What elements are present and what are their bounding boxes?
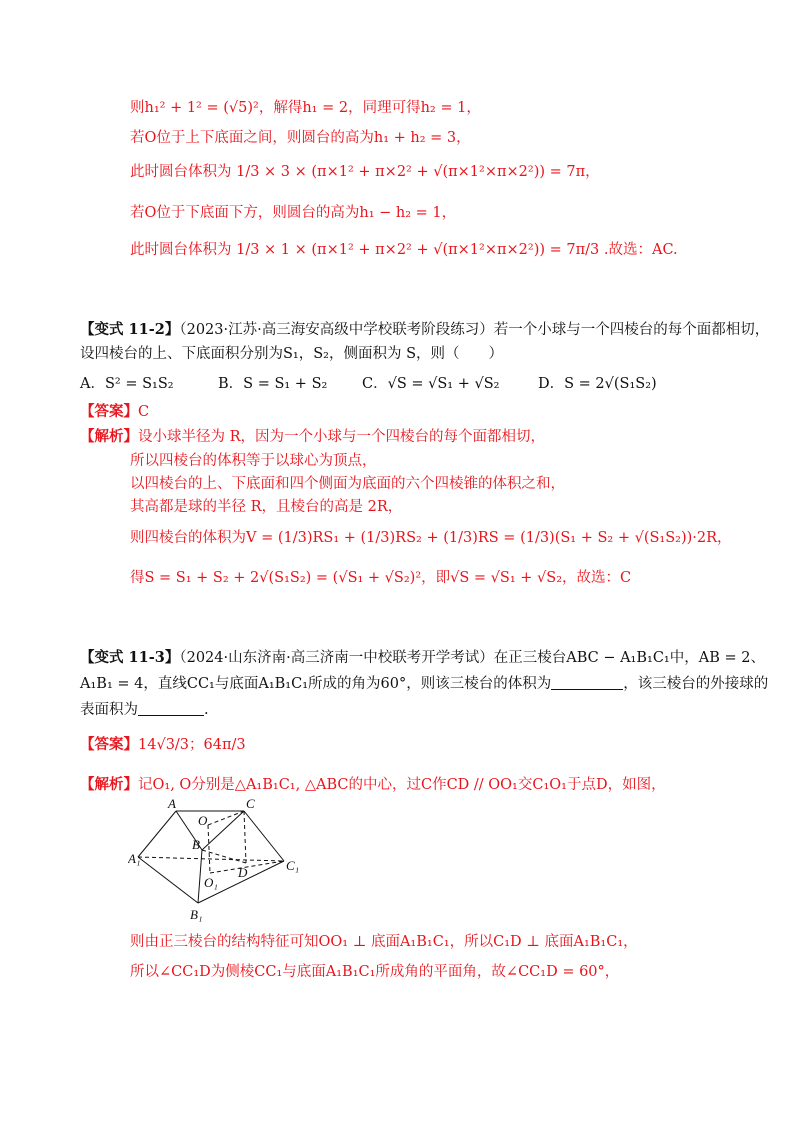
answer-11-2 [80,402,149,422]
answer-value-2: 64π/3 [203,737,246,753]
label-O1: O₁ [204,875,218,890]
edge-A1B1 [138,857,198,903]
answer-tag: 【答案】 [80,403,138,420]
stem-text: A₁B₁ = 4，直线CC₁与底面A₁B₁C₁所成的角为60°，则该三棱台的体积为 [80,676,552,692]
label-D: D [238,865,248,880]
solution-line-5: 此时圆台体积为 1/3 × 1 × (π×1² + π×2² + √(π×1²×π×2²)) = 7π/3 .故选：AC. [130,242,678,258]
answer-value: C [138,404,150,420]
analysis-11-2-line-1 [80,427,545,447]
label-A: A [168,796,176,811]
problem-source: （2024·山东济南·高三济南一中校联考开学考试） [179,650,494,666]
analysis-11-2-line-6: 得S = S₁ + S₂ + 2√(S₁S₂) = (√S₁ + √S₂)²，即√S = √S₁ + √S₂，故选：C [130,570,632,586]
problem-11-3-stem-3: 表面积为 . [80,702,209,718]
option-c: C．√S = √S₁ + √S₂ [362,376,500,392]
edge-A1C1 [138,857,284,861]
problem-11-3-stem-2 [80,674,768,694]
answer-value-1: 14√3/3 [138,737,190,753]
problem-11-3-header [80,648,765,668]
stem-text: ，该三棱台的外接球的 [623,676,769,692]
problem-stem: 若一个小球与一个四棱台的每个面都相切， [493,322,770,338]
edge-CC1 [244,811,284,861]
option-b: B．S = S₁ + S₂ [218,376,328,392]
label-C1: C₁ [286,858,300,873]
analysis-text: 记O₁, O分别是△A₁B₁C₁, △ABC的中心，过C作CD // OO₁交C₁O₁于点D，如图， [138,777,666,793]
analysis-11-2-line-2: 所以四棱台的体积等于以球心为顶点， [130,453,377,469]
label-A1: A₁ [128,851,141,866]
frustum-figure [128,795,318,930]
analysis-11-3-line-2: 则由正三棱台的结构特征可知OO₁ ⊥ 底面A₁B₁C₁，所以C₁D ⊥ 底面A₁B₁C₁， [130,934,638,950]
seg-BD [202,850,246,863]
solution-line-4: 若O位于下底面下方，则圆台的高为h₁ − h₂ = 1， [130,205,457,221]
seg-OC [208,811,244,825]
problem-source: （2023·江苏·高三海安高级中学校联考阶段练习） [179,322,494,338]
analysis-11-3-line-3: 所以∠CC₁D为侧棱CC₁与底面A₁B₁C₁所成角的平面角，故∠CC₁D = 60°， [130,964,620,980]
analysis-text: 设小球半径为 R，因为一个小球与一个四棱台的每个面都相切， [138,429,546,445]
solution-line-1: 则h₁² + 1² = (√5)²，解得h₁ = 2，同理可得h₂ = 1， [130,100,481,116]
label-C: C [246,796,255,811]
problem-11-2-header [80,320,769,340]
problem-tag: 【变式 11-2】 [80,321,180,338]
answer-blank-2[interactable] [138,701,204,716]
seg-OO1 [208,825,210,873]
problem-tag: 【变式 11-3】 [80,649,180,666]
label-B1: B₁ [190,907,203,922]
seg-CD [244,811,246,863]
analysis-11-2-line-3: 以四棱台的上、下底面和四个侧面为底面的六个四棱锥的体积之和， [130,476,565,492]
answer-separator: ； [189,737,204,753]
analysis-11-3-line-1 [80,775,666,795]
answer-11-3 [80,735,246,755]
analysis-tag: 【解析】 [80,428,138,445]
edge-BB1 [198,850,202,903]
analysis-11-2-line-4: 其高都是球的半径 R，且棱台的高是 2R， [130,499,403,515]
solution-line-2: 若O位于上下底面之间，则圆台的高为h₁ + h₂ = 3， [130,130,471,146]
edge-CB [202,811,244,850]
problem-stem: 在正三棱台ABC − A₁B₁C₁中，AB = 2、 [493,650,765,666]
answer-blank-1[interactable] [551,675,623,690]
analysis-11-2-line-5: 则四棱台的体积为V = (1/3)RS₁ + (1/3)RS₂ + (1/3)RS = (1/3)(S₁ + S₂ + √(S₁S₂))·2R， [130,530,732,546]
option-d: D．S = 2√(S₁S₂) [538,376,657,392]
label-O: O [198,813,208,828]
problem-11-2-stem-2: 设四棱台的上、下底面积分别为S₁，S₂，侧面积为 S，则（ ） [80,346,504,362]
stem-text: 表面积为 [80,702,138,718]
answer-tag: 【答案】 [80,736,138,753]
solution-line-3: 此时圆台体积为 1/3 × 3 × (π×1² + π×2² + √(π×1²×π×2²)) = 7π， [130,164,600,180]
option-a: A．S² = S₁S₂ [80,376,174,392]
edge-AA1 [138,811,176,857]
label-B: B [192,837,200,852]
analysis-tag: 【解析】 [80,776,138,793]
